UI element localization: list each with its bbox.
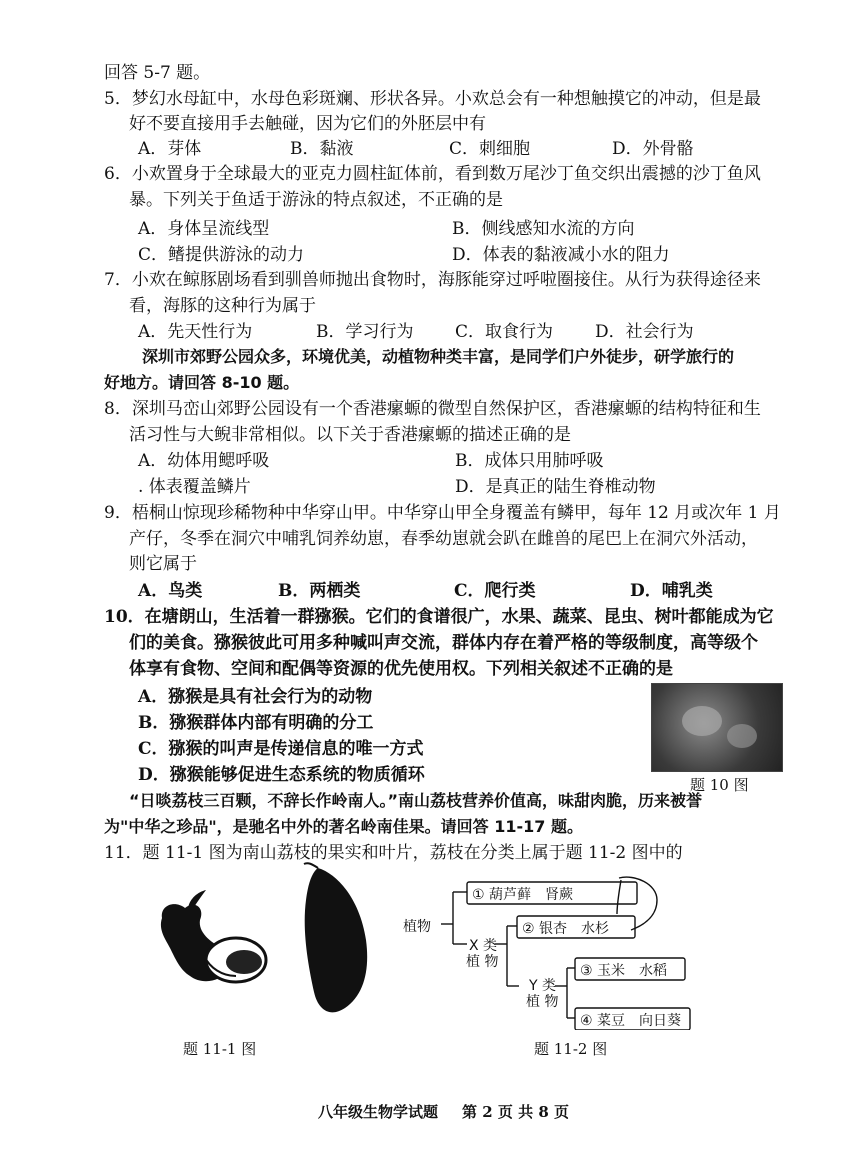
intro-8-10-line1: 深圳市郊野公园众多，环境优美，动植物种类丰富，是同学们户外徒步，研学旅行的	[142, 347, 735, 366]
question-9-line1: 9．梧桐山惊现珍稀物种中华穿山甲。中华穿山甲全身覆盖有鳞甲，每年 12 月或次年 1 月	[104, 503, 781, 523]
lychee-figure	[140, 860, 390, 1020]
question-6-line1: 6．小欢置身于全球最大的亚克力圆柱缸体前，看到数万尾沙丁鱼交织出震撼的沙丁鱼风	[104, 164, 761, 184]
q10-option-c: C．猕猴的叫声是传递信息的唯一方式	[138, 739, 424, 759]
monkey-photo	[651, 683, 783, 772]
question-10-line2: 们的美食。猕猴彼此可用多种喊叫声交流，群体内存在着严格的等级制度，高等级个	[129, 633, 758, 653]
q5-option-b: B．黏液	[290, 139, 354, 159]
question-8-line2: 活习性与大鲵非常相似。以下关于香港瘰螈的描述正确的是	[129, 425, 571, 445]
tree-leaf-4: ④ 菜豆 向日葵	[580, 1013, 682, 1029]
question-11: 11．题 11-1 图为南山荔枝的果实和叶片，荔枝在分类上属于题 11-2 图中的	[104, 843, 683, 863]
q10-option-b: B．猕猴群体内部有明确的分工	[138, 713, 374, 733]
question-8-line1: 8．深圳马峦山郊野公园设有一个香港瘰螈的微型自然保护区，香港瘰螈的结构特征和生	[104, 399, 761, 419]
question-6-line2: 暴。下列关于鱼适于游泳的特点叙述，不正确的是	[129, 190, 503, 210]
q10-option-d: D．猕猴能够促进生态系统的物质循环	[138, 765, 425, 785]
question-5-line1: 5．梦幻水母缸中，水母色彩斑斓、形状各异。小欢总会有一种想触摸它的冲动，但是最	[104, 89, 761, 109]
intro-8-10-line2: 好地方。请回答 8-10 题。	[104, 373, 300, 392]
tree-x-label-line1: X 类	[469, 938, 498, 954]
fig-10-caption: 题 10 图	[690, 776, 749, 794]
q7-option-a: A．先天性行为	[138, 322, 253, 342]
intro-5-7: 回答 5-7 题。	[104, 63, 211, 83]
q8-option-c: . 体表覆盖鳞片	[138, 477, 251, 497]
q6-option-a: A．身体呈流线型	[138, 219, 270, 239]
q8-option-a: A．幼体用鳃呼吸	[138, 451, 270, 471]
question-5-line2: 好不要直接用手去触碰，因为它们的外胚层中有	[129, 114, 486, 134]
q8-option-b: B．成体只用肺呼吸	[455, 451, 604, 471]
lychee-fruit-icon	[161, 890, 266, 982]
footer-title: 八年级生物学试题	[318, 1103, 439, 1121]
q9-option-b: B．两栖类	[278, 581, 361, 601]
q9-option-c: C．爬行类	[454, 581, 536, 601]
q8-option-d: D．是真正的陆生脊椎动物	[455, 477, 656, 497]
q9-option-d: D．哺乳类	[630, 581, 713, 601]
q6-option-c: C．鳍提供游泳的动力	[138, 245, 305, 265]
q7-option-b: B．学习行为	[316, 322, 414, 342]
fig-11-2-caption: 题 11-2 图	[534, 1040, 608, 1058]
tree-x-label-line2: 植 物	[466, 954, 499, 970]
question-10-line3: 体享有食物、空间和配偶等资源的优先使用权。下列相关叙述不正确的是	[129, 659, 673, 679]
q10-option-a: A．猕猴是具有社会行为的动物	[138, 687, 373, 707]
q9-option-a: A．鸟类	[138, 581, 203, 601]
tree-leaf-3: ③ 玉米 水稻	[580, 963, 668, 979]
intro-11-17-line2: 为"中华之珍品"，是驰名中外的著名岭南佳果。请回答 11-17 题。	[104, 817, 583, 836]
question-7-line2: 看，海豚的这种行为属于	[129, 296, 316, 316]
tree-leaf-2: ② 银杏 水杉	[522, 921, 610, 937]
footer-page-number: 第 2 页 共 8 页	[462, 1103, 569, 1121]
q5-option-a: A．芽体	[138, 139, 202, 159]
question-9-line3: 则它属于	[129, 554, 197, 574]
tree-leaf-1: ① 葫芦藓 肾蕨	[472, 887, 574, 903]
q7-option-d: D．社会行为	[595, 322, 694, 342]
q6-option-b: B．侧线感知水流的方向	[452, 219, 635, 239]
q5-option-c: C．刺细胞	[449, 139, 531, 159]
tree-y-label-line1: Y 类	[529, 978, 557, 994]
intro-11-17-line1: “日啖荔枝三百颗，不辞长作岭南人。”南山荔枝营养价值高，味甜肉脆，历来被誉	[129, 791, 703, 810]
q7-option-c: C．取食行为	[455, 322, 554, 342]
question-9-line2: 产仔，冬季在洞穴中哺乳饲养幼崽，春季幼崽就会趴在雌兽的尾巴上在洞穴外活动，	[129, 529, 758, 549]
q5-option-d: D．外骨骼	[612, 139, 694, 159]
tree-y-label-line2: 植 物	[526, 994, 559, 1010]
question-10-line1: 10．在塘朗山，生活着一群猕猴。它们的食谱很广，水果、蔬菜、昆虫、树叶都能成为它	[104, 607, 774, 627]
tree-root-label: 植物	[403, 919, 431, 935]
lychee-leaf-icon	[304, 863, 367, 1012]
question-7-line1: 7．小欢在鲸豚剧场看到驯兽师抛出食物时，海豚能穿过呼啦圈接住。从行为获得途径来	[104, 270, 761, 290]
q6-option-d: D．体表的黏液减小水的阻力	[452, 245, 670, 265]
fig-11-1-caption: 题 11-1 图	[183, 1040, 257, 1058]
